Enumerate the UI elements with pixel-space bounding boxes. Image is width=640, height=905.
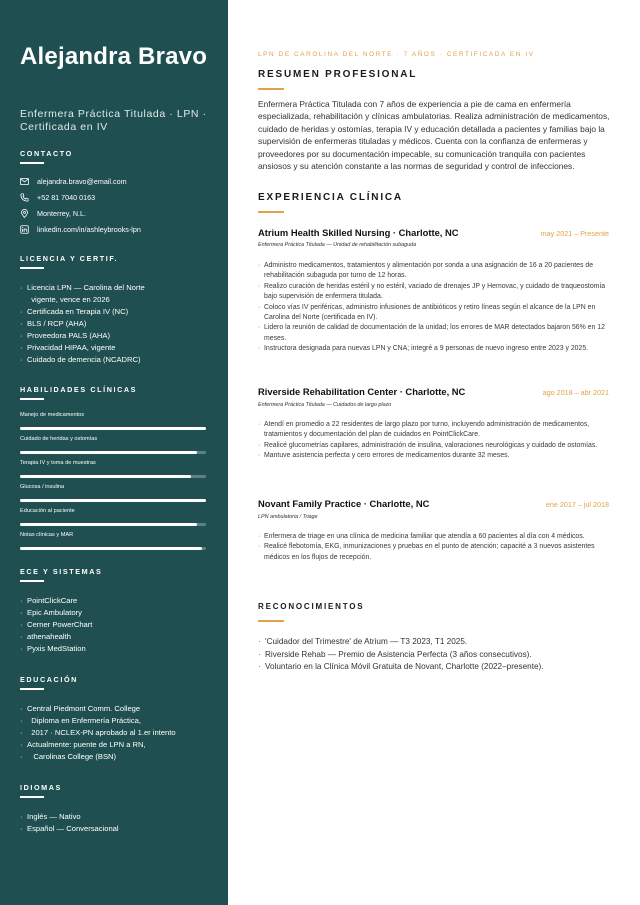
language-item: · Inglés — Nativo bbox=[20, 812, 81, 821]
main-content bbox=[228, 0, 640, 905]
job-bullet: · Mantuve asistencia perfecta y cero errores de medicamentos durante 32 meses. bbox=[258, 451, 610, 461]
ehr-item: · Cerner PowerChart bbox=[20, 620, 93, 629]
education-line: · Diploma en Enfermería Práctica, bbox=[20, 716, 141, 725]
job-title: Riverside Rehabilitation Center · Charlotte, NC bbox=[258, 386, 466, 397]
education-line: · Actualmente: puente de LPN a RN, bbox=[20, 740, 146, 749]
skill-bar bbox=[20, 475, 206, 478]
skills-rule bbox=[20, 398, 44, 400]
job-bullets bbox=[258, 261, 610, 355]
candidate-name: Alejandra Bravo bbox=[20, 43, 208, 70]
awards-rule bbox=[258, 620, 284, 622]
license-line: · Certificada en Terapia IV (NC) bbox=[20, 307, 129, 316]
license-rule bbox=[20, 267, 44, 269]
experience-rule bbox=[258, 211, 284, 213]
education-rule bbox=[20, 688, 44, 690]
job-title: Novant Family Practice · Charlotte, NC bbox=[258, 498, 430, 509]
contact-location-text: Monterrey, N.L. bbox=[37, 208, 86, 218]
summary-text: Enfermera Práctica Titulada con 7 años de experiencia a pie de cama en enfermería especializada, rehabilitación y clínicas ambulatorias. Realiza administración de medicamentos, cuidado de heridas y ostomías, terapia IV y educación detallada a pacientes y familias bajo la supervisión de enfermeras tituladas y médicos. Cuenta con la confianza de enfermeras y proveedores por su documentación impecable, su comunicación tranquila con pacientes ansiosos y su atención constante a las normas de seguridad y control de infecciones. bbox=[258, 99, 610, 172]
summary-heading: RESUMEN PROFESIONAL bbox=[258, 69, 418, 80]
job-bullets bbox=[258, 420, 610, 462]
skill-bar bbox=[20, 451, 206, 454]
contact-email[interactable] bbox=[20, 175, 127, 187]
language-item: · Español — Conversacional bbox=[20, 824, 119, 833]
award-item: · 'Cuidador del Trimestre' de Atrium — T3 2023, T1 2025. bbox=[258, 636, 613, 649]
job-bullet: · Realicé flebotomía, EKG, inmunizaciones y pruebas en el punto de atención; capacité a 3 nuevos asistentes médicos en los flujos de recepción. bbox=[258, 542, 610, 563]
ehr-item: · PointClickCare bbox=[20, 596, 78, 605]
awards-list bbox=[258, 636, 613, 674]
education-line: · Central Piedmont Comm. College bbox=[20, 704, 141, 713]
award-item: · Riverside Rehab — Premio de Asistencia Perfecta (3 años consecutivos). bbox=[258, 649, 613, 662]
tagline: LPN DE CAROLINA DEL NORTE · 7 AÑOS · CERTIFICADA EN IV bbox=[258, 51, 535, 58]
ehr-item: · Pyxis MedStation bbox=[20, 644, 86, 653]
contact-email-text: alejandra.bravo@email.com bbox=[37, 176, 127, 186]
skill-label: Educación al paciente bbox=[20, 508, 75, 514]
ehr-item: · athenahealth bbox=[20, 632, 71, 641]
awards-heading: RECONOCIMIENTOS bbox=[258, 602, 365, 611]
experience-heading: EXPERIENCIA CLÍNICA bbox=[258, 192, 403, 203]
candidate-subtitle: Enfermera Práctica Titulada · LPN · Certificada en IV bbox=[20, 108, 207, 133]
contact-phone[interactable] bbox=[20, 191, 95, 203]
job-bullet: · Atendí en promedio a 22 residentes de largo plazo por turno, incluyendo administración de medicamentos, tratamientos y documentación del plan de cuidados en PointClickCare. bbox=[258, 420, 610, 441]
languages-heading: IDIOMAS bbox=[20, 783, 62, 792]
contact-phone-text: +52 81 7040 0163 bbox=[37, 192, 96, 202]
award-item: · Voluntario en la Clínica Móvil Gratuita de Novant, Charlotte (2022–presente). bbox=[258, 661, 613, 674]
education-heading: EDUCACIÓN bbox=[20, 675, 78, 684]
linkedin-icon bbox=[20, 225, 29, 234]
skill-bar bbox=[20, 427, 206, 430]
job-bullet: · Realizo curación de heridas estéril y no estéril, vaciado de drenajes JP y Hemovac, y cuidado de traqueostomía bajo supervisión de enfermera titulada. bbox=[258, 282, 610, 303]
skill-bar bbox=[20, 547, 206, 550]
job-bullet: · Realicé glucometrías capilares, administración de insulina, valoraciones neurológicas y cuidado de ostomías. bbox=[258, 441, 610, 451]
skill-bar bbox=[20, 523, 206, 526]
license-line: · BLS / RCP (AHA) bbox=[20, 319, 87, 328]
job-bullet: · Administro medicamentos, tratamientos y alimentación por sonda a una asignación de 16 a 20 pacientes de rehabilitación subaguda por turno de 12 horas. bbox=[258, 261, 610, 282]
job-bullet: · Enfermera de triage en una clínica de medicina familiar que atendía a 60 pacientes al día con 4 médicos. bbox=[258, 532, 610, 542]
phone-icon bbox=[20, 193, 29, 202]
languages-rule bbox=[20, 796, 44, 798]
skill-label: Terapia IV y toma de muestras bbox=[20, 460, 96, 466]
skill-label: Notas clínicas y MAR bbox=[20, 532, 74, 538]
email-icon bbox=[20, 177, 29, 186]
job-bullet: · Lidero la reunión de calidad de documentación de la unidad; los errores de MAR detectados bajaron 56% en 12 meses. bbox=[258, 323, 610, 344]
skill-label: Manejo de medicamentos bbox=[20, 412, 85, 418]
education-line: · Carolinas College (BSN) bbox=[20, 752, 117, 761]
license-line: · Proveedora PALS (AHA) bbox=[20, 331, 111, 340]
contact-location bbox=[20, 207, 86, 219]
contact-linkedin[interactable] bbox=[20, 223, 141, 235]
job-role: Enfermera Práctica Titulada — Unidad de rehabilitación subaguda bbox=[258, 242, 417, 248]
job-dates: may 2021 – Presente bbox=[540, 229, 609, 238]
license-line: · Privacidad HIPAA, vigente bbox=[20, 343, 116, 352]
license-heading: LICENCIA Y CERTIF. bbox=[20, 254, 119, 263]
contact-linkedin-text: linkedin.com/in/ashleybrooks-lpn bbox=[37, 224, 141, 234]
job-bullet: · Instructora designada para nuevas LPN y CNA; integré a 9 personas de nuevo ingreso entre 2023 y 2025. bbox=[258, 344, 610, 354]
license-line: vigente, vence en 2026 bbox=[31, 295, 110, 304]
contact-rule bbox=[20, 162, 44, 164]
job-role: Enfermera Práctica Titulada — Cuidados de largo plazo bbox=[258, 402, 392, 408]
ehr-rule bbox=[20, 580, 44, 582]
contact-heading: CONTACTO bbox=[20, 149, 73, 158]
summary-rule bbox=[258, 88, 284, 90]
skills-heading: HABILIDADES CLÍNICAS bbox=[20, 385, 138, 394]
skill-label: Cuidado de heridas y ostomías bbox=[20, 436, 98, 442]
location-pin-icon bbox=[20, 209, 29, 218]
job-title: Atrium Health Skilled Nursing · Charlotte, NC bbox=[258, 227, 459, 238]
skill-label: Glucosa / insulina bbox=[20, 484, 65, 490]
ehr-heading: ECE Y SISTEMAS bbox=[20, 567, 103, 576]
job-dates: ene 2017 – jul 2018 bbox=[545, 500, 609, 509]
job-bullet: · Coloco vías IV periféricas, administro infusiones de antibióticos y retiro líneas según el alcance de la LPN en Carolina del Norte (certificada en IV). bbox=[258, 303, 610, 324]
license-line: · Cuidado de demencia (NCADRC) bbox=[20, 355, 141, 364]
skill-bar bbox=[20, 499, 206, 502]
job-dates: ago 2018 – abr 2021 bbox=[542, 388, 609, 397]
education-line: · 2017 · NCLEX-PN aprobado al 1.er intento bbox=[20, 728, 176, 737]
sidebar bbox=[0, 0, 228, 905]
license-line: · Licencia LPN — Carolina del Norte bbox=[20, 283, 145, 292]
ehr-item: · Epic Ambulatory bbox=[20, 608, 82, 617]
job-bullets bbox=[258, 532, 610, 563]
job-role: LPN ambulatoria / Triage bbox=[258, 514, 318, 520]
